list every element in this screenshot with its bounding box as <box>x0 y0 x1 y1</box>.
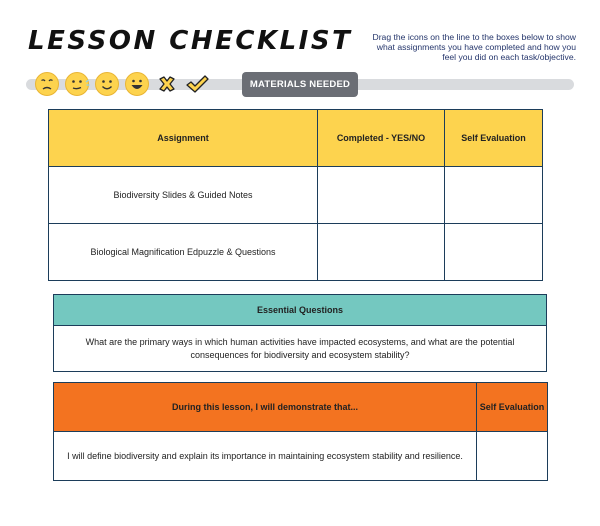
essential-questions-table <box>53 294 547 372</box>
materials-needed-button[interactable]: MATERIALS NEEDED <box>242 72 358 97</box>
objective-evaluation-drop-box[interactable] <box>477 432 548 481</box>
sad-face-icon[interactable] <box>34 71 60 97</box>
table-row <box>49 224 543 281</box>
demonstrate-header: During this lesson, I will demonstrate that... <box>54 383 477 432</box>
essential-question-line: consequences for biodiversity and ecosystem stability? <box>190 349 410 360</box>
neutral-face-icon[interactable] <box>64 71 90 97</box>
smile-face-icon[interactable] <box>94 71 120 97</box>
essential-question-text <box>54 326 547 372</box>
assignment-table <box>48 109 543 281</box>
self-evaluation-header: Self Evaluation <box>445 110 543 167</box>
completed-drop-box[interactable] <box>318 167 445 224</box>
demonstrate-table <box>53 382 548 481</box>
assignment-cell: Biological Magnification Edpuzzle & Questions <box>49 224 318 281</box>
table-row <box>54 432 548 481</box>
essential-questions-header: Essential Questions <box>54 295 547 326</box>
instructions-text <box>348 32 576 62</box>
completed-drop-box[interactable] <box>318 224 445 281</box>
x-mark-icon[interactable] <box>154 71 180 97</box>
assignment-cell: Biodiversity Slides & Guided Notes <box>49 167 318 224</box>
page-title: LESSON CHECKLIST <box>28 26 353 56</box>
happy-face-icon[interactable] <box>124 71 150 97</box>
draggable-icons <box>34 71 210 97</box>
instructions-line: Drag the icons on the line to the boxes below to show <box>372 32 576 42</box>
objective-statement: I will define biodiversity and explain its importance in maintaining ecosystem stability and resilience. <box>54 432 477 481</box>
table-row <box>49 167 543 224</box>
self-evaluation-drop-box[interactable] <box>445 167 543 224</box>
check-mark-icon[interactable] <box>184 71 210 97</box>
instructions-line: what assignments you have completed and how you <box>376 42 576 52</box>
assignment-header: Assignment <box>49 110 318 167</box>
demonstrate-self-evaluation-header: Self Evaluation <box>477 383 548 432</box>
self-evaluation-drop-box[interactable] <box>445 224 543 281</box>
completed-header: Completed - YES/NO <box>318 110 445 167</box>
instructions-line: feel you did on each task/objective. <box>442 52 576 62</box>
essential-question-line: What are the primary ways in which human activities have impacted ecosystems, and what are the potential <box>85 336 515 347</box>
